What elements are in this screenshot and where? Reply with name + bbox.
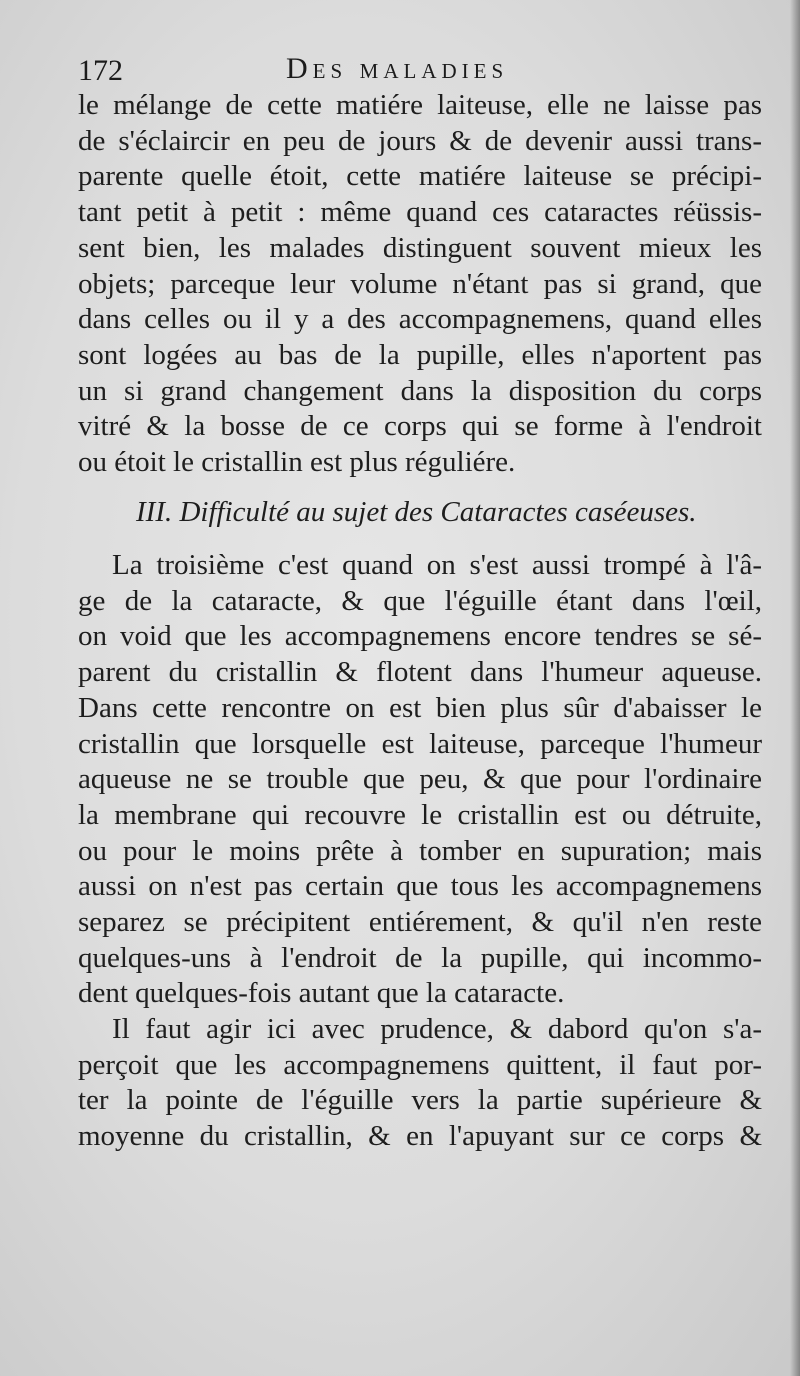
text-line: parent du cristallin & flotent dans l'humeur aqueuse. xyxy=(78,656,762,689)
text-line: sent bien, les malades distinguent souvent mieux les xyxy=(78,231,762,264)
text-line: un si grand changement dans la disposition du corps xyxy=(78,374,762,407)
page-edge-shadow xyxy=(790,0,800,1376)
text-line: parente quelle étoit, cette matiére laiteuse se précipi- xyxy=(78,160,762,193)
text-line: dent quelques-fois autant que la cataracte. xyxy=(78,977,565,1010)
text-line: Il faut agir ici avec prudence, & dabord qu'on s'a- xyxy=(112,1013,762,1045)
text-line: objets; parceque leur volume n'étant pas si grand, que xyxy=(78,267,762,300)
page-number: 172 xyxy=(78,54,123,87)
text-line: sont logées au bas de la pupille, elles n'aportent pas xyxy=(78,338,762,371)
running-head: Des maladies xyxy=(286,52,509,85)
text-line: ou pour le moins prête à tomber en supuration; mais xyxy=(78,834,762,867)
text-line: le mélange de cette matiére laiteuse, elle ne laisse pas xyxy=(78,89,762,121)
text-line: la membrane qui recouvre le cristallin est ou détruite, xyxy=(78,798,762,831)
paragraph-2 xyxy=(78,548,762,1012)
paragraph-3 xyxy=(78,1012,762,1155)
text-line: dans celles ou il y a des accompagnemens, quand elles xyxy=(78,303,762,336)
text-line: perçoit que les accompagnemens quittent, il faut por- xyxy=(78,1048,762,1081)
text-line: quelques-uns à l'endroit de la pupille, qui incommo- xyxy=(78,941,762,974)
text-line: cristallin que lorsquelle est laiteuse, parceque l'humeur xyxy=(78,727,762,760)
page-header xyxy=(78,52,698,92)
text-line: ter la pointe de l'éguille vers la partie supérieure & xyxy=(78,1084,762,1117)
text-line: aqueuse ne se trouble que peu, & que pour l'ordinaire xyxy=(78,763,762,796)
text-line: tant petit à petit : même quand ces cataractes réüssis- xyxy=(78,196,762,229)
text-line: La troisième c'est quand on s'est aussi trompé à l'â- xyxy=(112,549,762,581)
text-line: ge de la cataracte, & que l'éguille étant dans l'œil, xyxy=(78,584,762,617)
text-line: Dans cette rencontre on est bien plus sûr d'abaisser le xyxy=(78,691,762,724)
text-line: de s'éclaircir en peu de jours & de devenir aussi trans- xyxy=(78,124,762,157)
text-line: vitré & la bosse de ce corps qui se forme à l'endroit xyxy=(78,410,762,443)
text-line: moyenne du cristallin, & en l'apuyant sur ce corps & xyxy=(78,1120,762,1153)
text-line: on void que les accompagnemens encore tendres se sé- xyxy=(78,620,762,653)
section-heading: III. Difficulté au sujet des Cataractes caséeuses. xyxy=(136,496,697,528)
text-line: aussi on n'est pas certain que tous les accompagnemens xyxy=(78,870,762,903)
paragraph-1 xyxy=(78,88,762,481)
text-line: ou étoit le cristallin est plus réguliére. xyxy=(78,446,516,479)
text-line: separez se précipitent entiérement, & qu'il n'en reste xyxy=(78,906,762,939)
